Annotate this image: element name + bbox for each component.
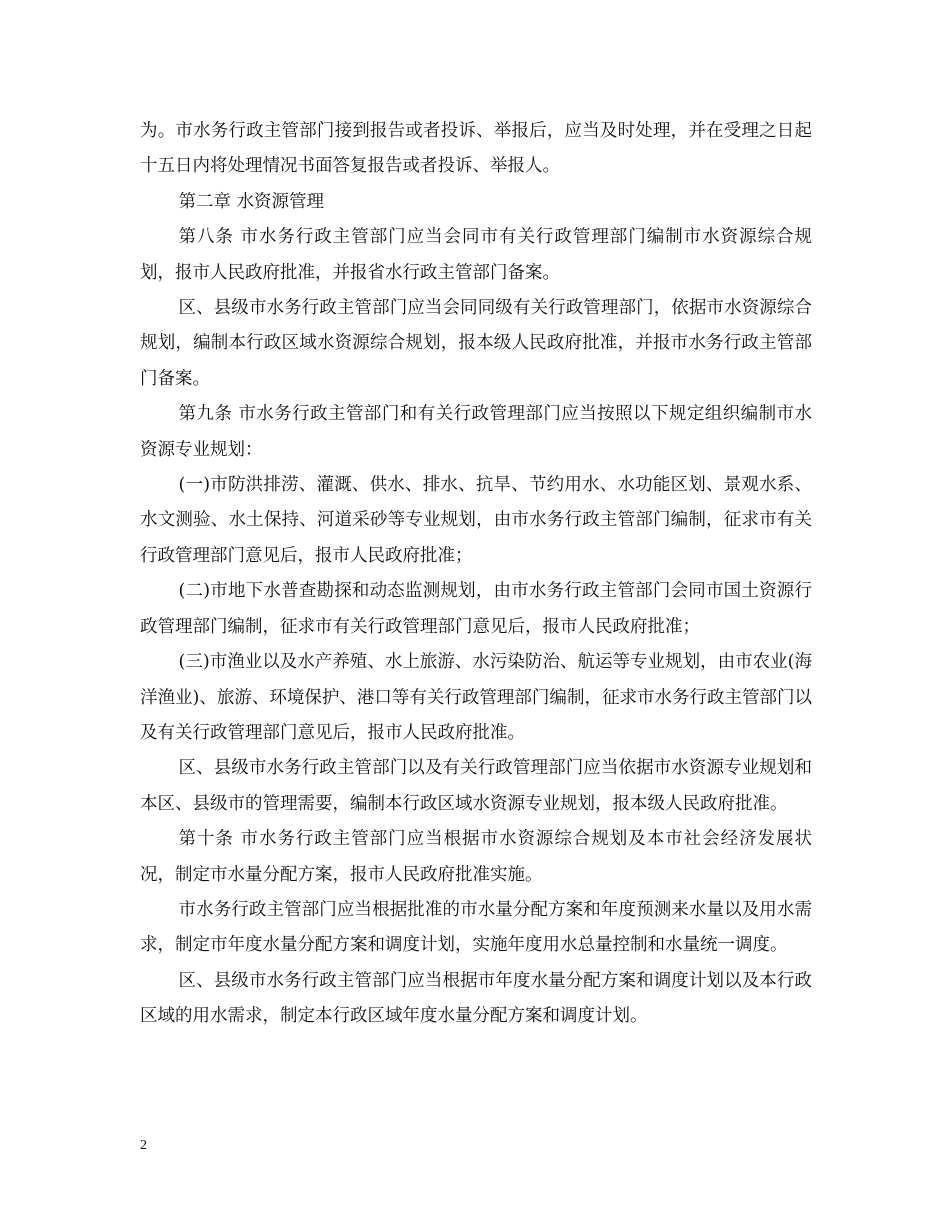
paragraph-article-10: 第十条 市水务行政主管部门应当根据市水资源综合规划及本市社会经济发展状况，制定市水量分配方案，报市人民政府批准实施。 bbox=[140, 829, 812, 885]
paragraph-article-9: 第九条 市水务行政主管部门和有关行政管理部门应当按照以下规定组织编制市水资源专业规划： bbox=[140, 404, 812, 460]
paragraph-article-10-clause-2: 市水务行政主管部门应当根据批准的市水量分配方案和年度预测来水量以及用水需求，制定市年度水量分配方案和调度计划，实施年度用水总量控制和水量统一调度。 bbox=[140, 899, 812, 956]
document-body bbox=[140, 114, 812, 1035]
paragraph-continuation: 为。市水务行政主管部门接到报告或者投诉、举报后，应当及时处理，并在受理之日起十五日内将处理情况书面答复报告或者投诉、举报人。 bbox=[140, 121, 812, 177]
paragraph-article-9-clause-2: 区、县级市水务行政主管部门以及有关行政管理部门应当依据市水资源专业规划和本区、县级市的管理需要，编制本行政区域水资源专业规划，报本级人民政府批准。 bbox=[140, 758, 812, 814]
paragraph-article-10-clause-3: 区、县级市水务行政主管部门应当根据市年度水量分配方案和调度计划以及本行政区域的用水需求，制定本行政区域年度水量分配方案和调度计划。 bbox=[140, 970, 812, 1027]
paragraph-article-9-item-1: (一)市防洪排涝、灌溉、供水、排水、抗旱、节约用水、水功能区划、景观水系、水文测验、水土保持、河道采砂等专业规划，由市水务行政主管部门编制，征求市有关行政管理部门意见后，报市人民政府批准； bbox=[140, 475, 812, 566]
chapter-heading: 第二章 水资源管理 bbox=[178, 191, 325, 212]
paragraph-article-8: 第八条 市水务行政主管部门应当会同市有关行政管理部门编制市水资源综合规划，报市人民政府批准，并报省水行政主管部门备案。 bbox=[140, 227, 812, 283]
paragraph-article-9-item-2: (二)市地下水普查勘探和动态监测规划，由市水务行政主管部门会同市国土资源行政管理部门编制，征求市有关行政管理部门意见后，报市人民政府批准； bbox=[140, 581, 812, 637]
paragraph-article-8-clause-2: 区、县级市水务行政主管部门应当会同同级有关行政管理部门，依据市水资源综合规划，编制本行政区域水资源综合规划，报本级人民政府批准，并报市水务行政主管部门备案。 bbox=[140, 298, 812, 389]
paragraph-article-9-item-3: (三)市渔业以及水产养殖、水上旅游、水污染防治、航运等专业规划，由市农业(海洋渔业)、旅游、环境保护、港口等有关行政管理部门编制，征求市水务行政主管部门以及有关行政管理部门意见后，报市人民政府批准。 bbox=[140, 652, 812, 743]
page-number: 2 bbox=[140, 1138, 147, 1153]
